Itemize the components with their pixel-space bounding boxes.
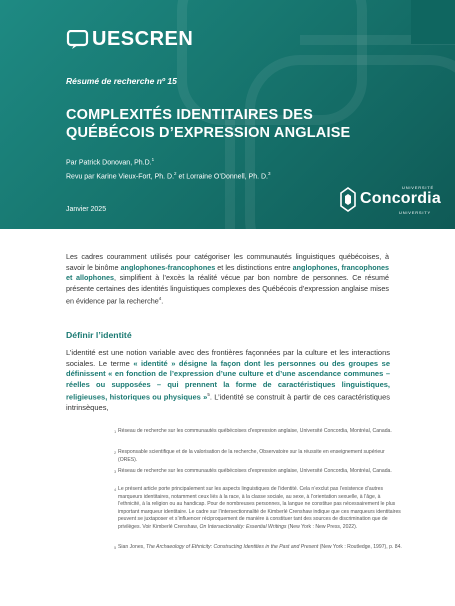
footnote-text: Sian Jones, <box>118 544 147 550</box>
quescren-logo <box>66 28 193 51</box>
review-sup-1: 2 <box>174 171 177 177</box>
section-text-1: L’identité est une notion variable avec des frontières façonnées par la culture et les interactions sociales. Le terme <box>66 348 390 368</box>
footnote-4 <box>114 486 404 532</box>
publication-date: Janvier 2025 <box>66 206 107 213</box>
author-sup: 1 <box>151 157 155 162</box>
section-text-2: . L’identité se construit à partir de ces caractéristiques intrinsèques, <box>66 392 390 412</box>
footnote-tail: (New York : New Press, 2022). <box>286 523 358 530</box>
footnote-text: Réseau de recherche sur les communautés québécoises d’expression anglaise, Université Concordia, Montréal, Canada. <box>118 428 392 434</box>
footnote-number: 4 <box>114 487 117 492</box>
footnote-number: 5 <box>114 545 117 550</box>
footnote-title: On Intersectionality: Essential Writings <box>199 523 287 530</box>
university-name: Concordia <box>360 190 441 207</box>
review-mid: et Lorraine O’Donnell, Ph. D. <box>176 173 268 181</box>
intro-text-2: et les distinctions entre <box>215 262 293 272</box>
review-line <box>66 168 271 182</box>
intro-highlight-2: anglophones, francophones et allophones <box>66 262 389 282</box>
intro-text-1: Les cadres couramment utilisés pour catégoriser les communautés linguistiques québécoises, à savoir le binôme <box>66 252 389 272</box>
footnote-text: Le présent article porte principalement sur les aspects linguistiques de l’identité. Cela n’exclut pas l’existence d’autres marqueurs identitaires, notamment ceux liés à la race, à la classe sociale, au sexe, à l’orientation sexuelle, à l’âge, à l’ethnicité, à la religion ou au handicap. Pour de nombreuses personnes, la langue ne constitue pas nécessairement le plus important marqueur identitaire. Le cadre sur l’intersectionnalité de Kimberlé Crenshaw indique que ces marqueurs identitaires peuvent se juxtaposer et s’influencer réciproquement de manière à constituer tant des sources de discrimination que de privilèges. Voir Kimberlé Crenshaw, <box>118 486 401 530</box>
corner-block <box>411 0 455 44</box>
university-bottom-label: UNIVERSITY <box>399 210 432 215</box>
intro-highlight-1: anglophones-francophones <box>120 262 216 272</box>
section-footnote-ref: 5 <box>207 392 210 397</box>
footnote-number: 1 <box>114 429 117 434</box>
footnote-number: 2 <box>114 450 117 455</box>
footnote-5 <box>114 544 404 552</box>
report-header <box>0 0 455 229</box>
series-label: Résumé de recherche nº 15 <box>66 76 177 86</box>
section-highlight: « identité » désigne la façon dont les personnes ou des groupes se définissent « en fonction de l’expression d’une culture et d’une ascendance communes – réelles ou supposées – qui prennent la forme de caractéristiques linguistiques, religieuses, historiques ou physiques » <box>66 358 390 402</box>
university-top-label: UNIVERSITÉ <box>402 185 435 190</box>
footnote-text: Réseau de recherche sur les communautés québécoises d’expression anglaise, Université Concordia, Montréal, Canada. <box>118 468 392 474</box>
author-name: Par Patrick Donovan, Ph.D. <box>66 159 152 167</box>
review-prefix: Revu par Karine Vieux-Fort, Ph. D. <box>66 173 175 181</box>
footnote-title: The Archaeology of Ethnicity: Constructing Identities in the Past and Present <box>146 544 319 550</box>
review-sup-2: 3 <box>267 171 271 177</box>
intro-footnote-ref: 4 <box>158 296 162 301</box>
intro-text-3: , simplifient à l’excès la réalité vécue par bon nombre de personnes. Ce résumé présente certaines des identités linguistiques complexes des Québécois d’expression anglaise mises en évidence par la recherche <box>66 273 389 306</box>
document-title <box>66 106 350 142</box>
footnote-text: Responsable scientifique et de la valorisation de la recherche, Observatoire sur la réussite en enseignement supérieur (ORES). <box>118 449 385 463</box>
author-line <box>66 154 271 168</box>
footnote-3 <box>114 468 404 476</box>
footnote-number: 3 <box>114 469 117 474</box>
intro-text-4: . <box>161 296 164 306</box>
section-heading: Définir l’identité <box>66 330 132 340</box>
logo-text: UESCREN <box>92 28 194 50</box>
section-paragraph <box>66 348 390 414</box>
authors <box>66 154 271 183</box>
title-line-1: COMPLEXITÉS IDENTITAIRES DES <box>66 107 314 123</box>
speech-bubble-q-icon <box>66 30 90 50</box>
title-line-2: QUÉBÉCOIS D’EXPRESSION ANGLAISE <box>66 125 351 141</box>
footnote-tail: (New York : Routledge, 1997), p. 84. <box>318 544 402 550</box>
intro-paragraph <box>66 252 389 307</box>
footnote-2 <box>114 449 404 464</box>
footnote-1 <box>114 428 404 436</box>
